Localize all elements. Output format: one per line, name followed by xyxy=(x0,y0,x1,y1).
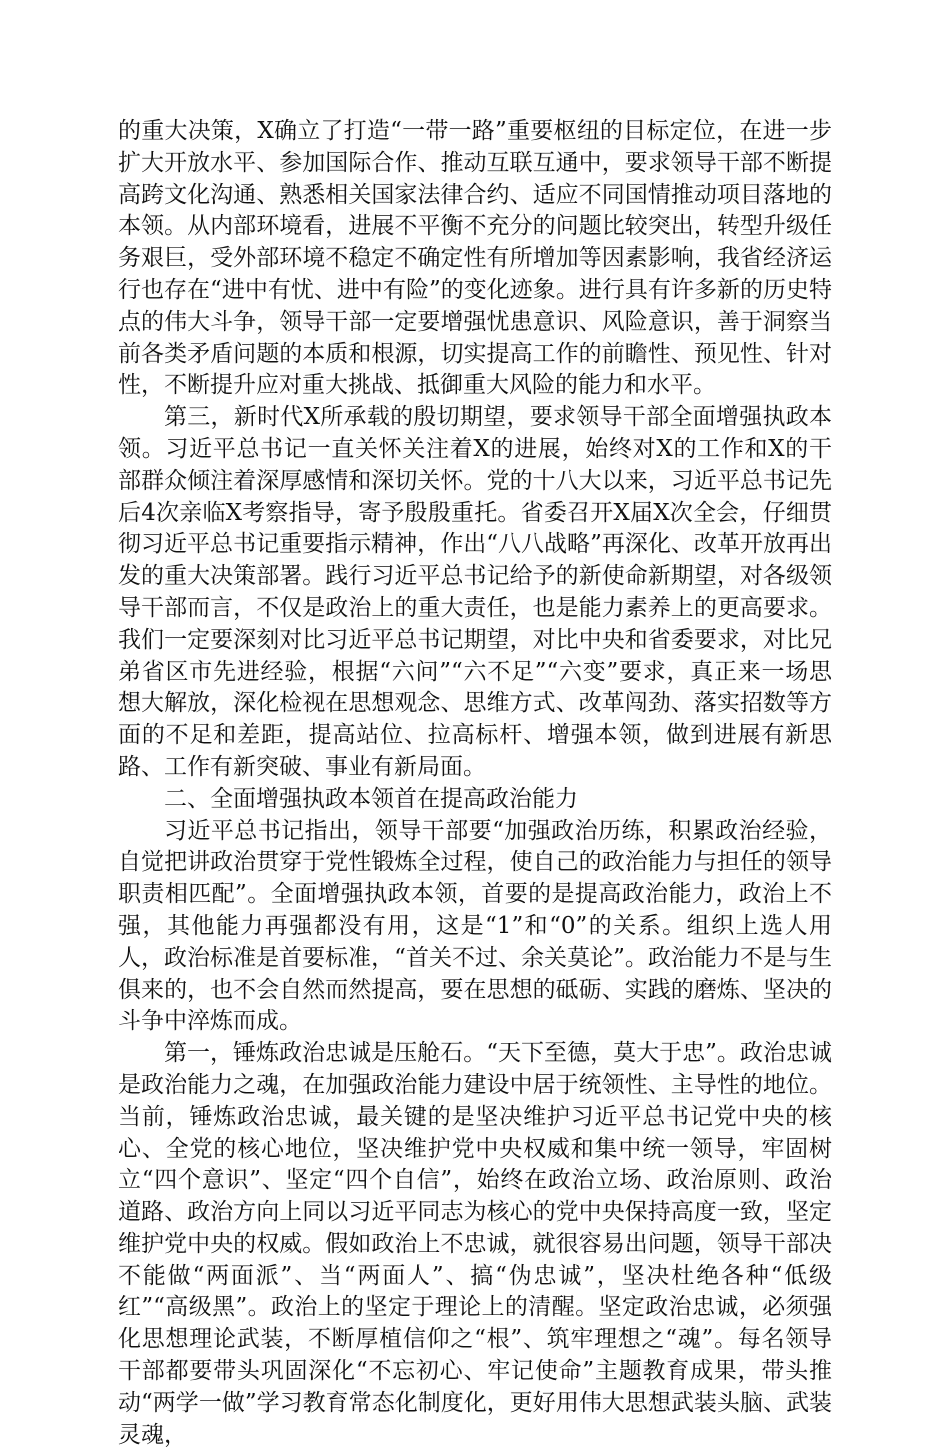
paragraph-political-ability: 习近平总书记指出，领导干部要“加强政治历练，积累政治经验，自觉把讲政治贯穿于党性锻炼全过程，使自己的政治能力与担任的领导职责相匹配”。全面增强执政本领，首要的是提高政治能力，政治上不强，其他能力再强都没有用，这是“1”和“0”的关系。组织上选人用人，政治标准是首要标准，“首关不过、余关莫论”。政治能力不是与生俱来的，也不会自然而然提高，要在思想的砥砺、实践的磨炼、坚决的斗争中淬炼而成。 xyxy=(118,817,832,1035)
paragraph-third-point: 第三，新时代X所承载的殷切期望，要求领导干部全面增强执政本领。习近平总书记一直关怀关注着X的进展，始终对X的工作和X的干部群众倾注着深厚感情和深切关怀。党的十八大以来，习近平总书记先后4次亲临X考察指导，寄予殷殷重托。省委召开X届X次全会，仔细贯彻习近平总书记重要指示精神，作出“八八战略”再深化、改革开放再出发的重大决策部署。践行习近平总书记给予的新使命新期望，对各级领导干部而言，不仅是政治上的重大责任，也是能力素养上的更高要求。我们一定要深刻对比习近平总书记期望，对比中央和省委要求，对比兄弟省区市先进经验，根据“六问”“六不足”“六变”要求，真正来一场思想大解放，深化检视在思想观念、思维方式、改革闯劲、落实招数等方面的不足和差距，提高站位、拉高标杆、增强本领，做到进展有新思路、工作有新突破、事业有新局面。 xyxy=(118,404,832,780)
paragraph-political-loyalty: 第一，锤炼政治忠诚是压舱石。“天下至德，莫大于忠”。政治忠诚是政治能力之魂，在加强政治能力建设中居于统领性、主导性的地位。当前，锤炼政治忠诚，最关键的是坚决维护习近平总书记党中央的核心、全党的核心地位，坚决维护党中央权威和集中统一领导，牢固树立“四个意识”、坚定“四个自信”，始终在政治立场、政治原则、政治道路、政治方向上同以习近平同志为核心的党中央保持高度一致，坚定维护党中央的权威。假如政治上不忠诚，就很容易出问题，领导干部决不能做“两面派”、当“两面人”、搞“伪忠诚”，坚决杜绝各种“低级红”“高级黑”。政治上的坚定于理论上的清醒。坚定政治忠诚，必须强化思想理论武装，不断厚植信仰之“根”、筑牢理想之“魂”。每名领导干部都要带头巩固深化“不忘初心、牢记使命”主题教育成果，带头推动“两学一做”学习教育常态化制度化，更好用伟大思想武装头脑、武装灵魂， xyxy=(118,1040,832,1448)
document-body xyxy=(118,116,832,1451)
paragraph-continuation: 的重大决策，X确立了打造“一带一路”重要枢纽的目标定位，在进一步扩大开放水平、参加国际合作、推动互联互通中，要求领导干部不断提高跨文化沟通、熟悉相关国家法律合约、适应不同国情推动项目落地的本领。从内部环境看，进展不平衡不充分的问题比较突出，转型升级任务艰巨，受外部环境不稳定不确定性有所增加等因素影响，我省经济运行也存在“进中有忧、进中有险”的变化迹象。进行具有许多新的历史特点的伟大斗争，领导干部一定要增强忧患意识、风险意识，善于洞察当前各类矛盾问题的本质和根源，切实提高工作的前瞻性、预见性、针对性，不断提升应对重大挑战、抵御重大风险的能力和水平。 xyxy=(118,118,832,399)
section-heading: 二、全面增强执政本领首在提高政治能力 xyxy=(164,785,578,812)
